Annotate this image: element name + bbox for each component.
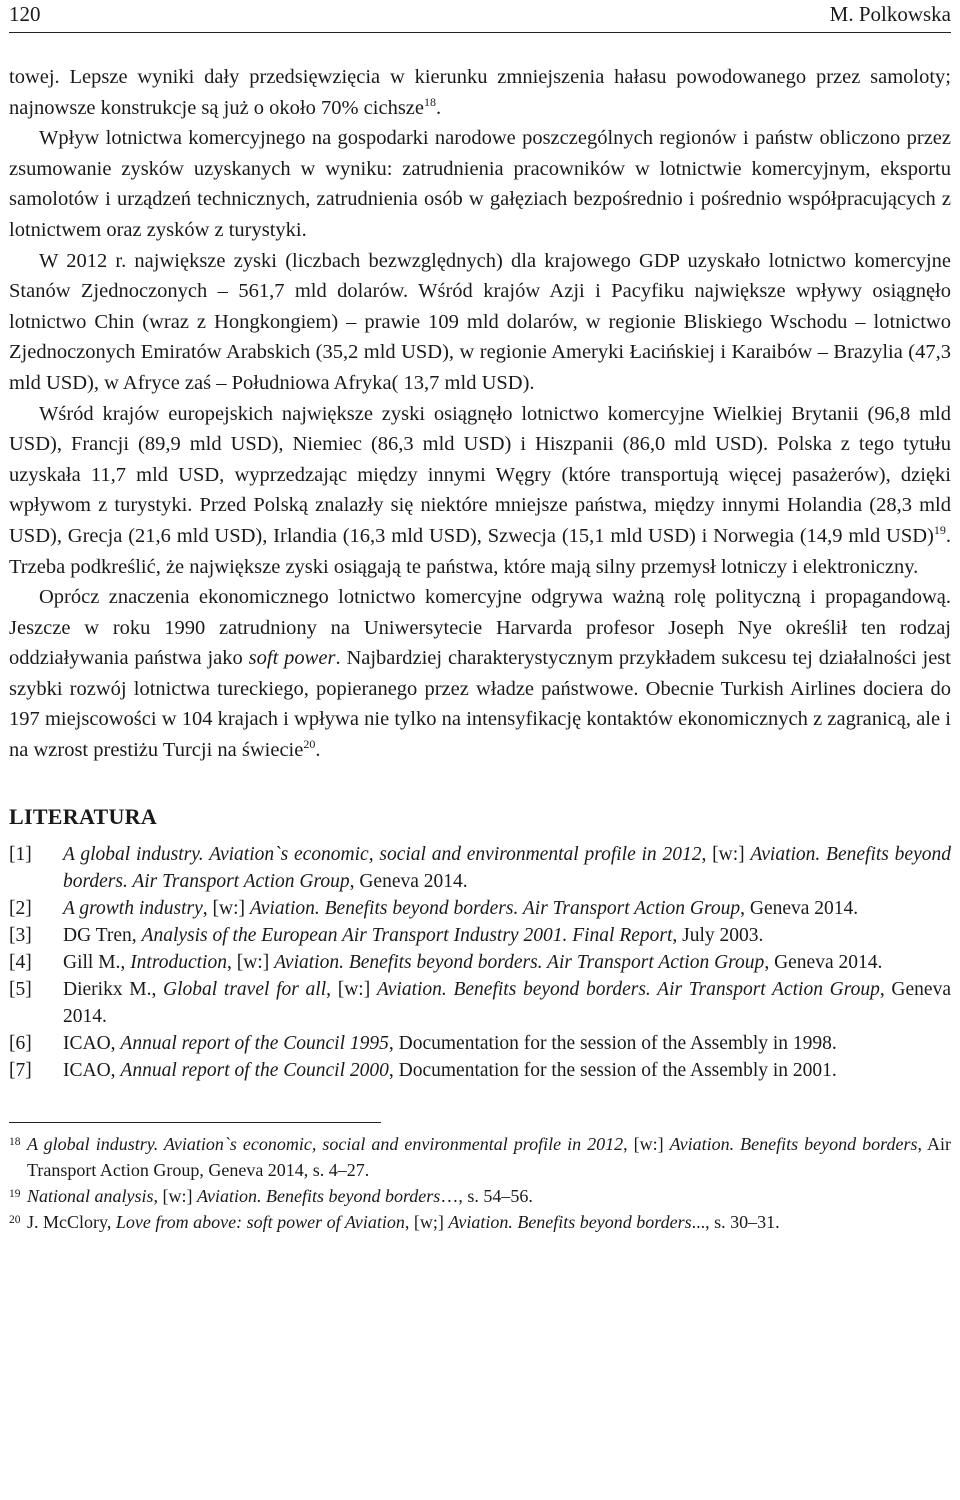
literature-heading: LITERATURA	[9, 803, 158, 829]
reference-title: A growth industry	[63, 897, 203, 919]
reference-number: [4]	[9, 951, 32, 973]
footnote-title: Love from above: soft power of Aviation	[115, 1211, 405, 1232]
reference-item: [5] Dierikx M., Global travel for all, [w:] Aviation. Benefits beyond borders. Air Transport Action Group, Geneva 2014.	[9, 976, 951, 1030]
reference-number: [1]	[9, 843, 32, 865]
paragraph-2: Wpływ lotnictwa komercyjnego na gospodarki narodowe poszczególnych regionów i państw obliczono przez zsumowanie zysków uzyskanych w wyniku: zatrudnienia pracowników w lotnictwie komercyjnym, eksportu samolotów i urządzeń technicznych, zatrudnienia osób w gałęziach bezpośrednio i pośrednio współpracujących z lotnictwem oraz zysków z turystyki.	[9, 127, 951, 241]
paragraph-1: towej. Lepsze wyniki dały przedsięwzięcia w kierunku zmniejszenia hałasu powodowanego przez samoloty; najnowsze konstrukcje są już o około 70% cichsze$^{18}$.	[9, 66, 951, 119]
reference-item: [2] A growth industry, [w:] Aviation. Benefits beyond borders. Air Transport Action Group, Geneva 2014.	[9, 895, 951, 922]
reference-title: Global travel for all	[163, 978, 327, 1000]
reference-number: [3]	[9, 924, 32, 946]
reference-item: [4] Gill M., Introduction, [w:] Aviation. Benefits beyond borders. Air Transport Action Group, Geneva 2014.	[9, 949, 951, 976]
document-page	[9, 0, 951, 1235]
soft-power-term: soft power	[248, 647, 336, 670]
reference-number: [6]	[9, 1032, 32, 1054]
footnote-list	[9, 1131, 951, 1235]
paragraph-5: Oprócz znaczenia ekonomicznego lotnictwo komercyjne odgrywa ważną rolę polityczną i propagandową. Jeszcze w roku 1990 zatrudniony na Uniwersytecie Harvarda profesor Joseph Nye określił ten rodzaj oddziaływania państwa jako soft power. Najbardziej charakterystycznym przykładem sukcesu tej działalności jest szybki rozwój lotnictwa tureckiego, popieranego przez władze państwowe. Obecnie Turkish Airlines dociera do 197 miejscowości w 104 krajach i wpływa nie tylko na intensyfikację kontaktów ekonomicznych z zagranicą, ale i na wzrost prestiżu Turcji na świecie$^{20}$.	[9, 586, 951, 762]
reference-item: [1] A global industry. Aviation`s economic, social and environmental profile in 2012, [w:] Aviation. Benefits beyond borders. Air Transport Action Group, Geneva 2014.	[9, 841, 951, 895]
footnote-title: National analysis	[27, 1185, 154, 1206]
reference-title: A global industry. Aviation`s economic, social and environmental profile in 2012	[63, 843, 702, 865]
body-text	[9, 62, 951, 766]
reference-title: Introduction	[130, 951, 227, 973]
footnote-item: 20 J. McClory, Love from above: soft power of Aviation, [w;] Aviation. Benefits beyond borders..., s. 30–31.	[9, 1209, 951, 1235]
footnote-ref-20: 20	[303, 737, 316, 752]
reference-list	[9, 841, 951, 1084]
page-number: 120	[9, 2, 41, 26]
reference-title: Annual report of the Council 1995	[120, 1032, 389, 1054]
reference-title: Analysis of the European Air Transport Industry 2001. Final Report	[141, 924, 673, 946]
footnote-title: A global industry. Aviation`s economic, social and environmental profile in 2012	[27, 1133, 624, 1154]
reference-item: [3] DG Tren, Analysis of the European Air Transport Industry 2001. Final Report, July 2003.	[9, 922, 951, 949]
reference-number: [7]	[9, 1059, 32, 1081]
footnote-ref-19: 19	[933, 522, 946, 537]
reference-title: Annual report of the Council 2000	[120, 1059, 389, 1081]
author-name: M. Polkowska	[829, 2, 951, 26]
running-header	[9, 0, 951, 33]
footnote-item: 19 National analysis, [w:] Aviation. Benefits beyond borders…, s. 54–56.	[9, 1183, 951, 1209]
paragraph-3: W 2012 r. największe zyski (liczbach bezwzględnych) dla krajowego GDP uzyskało lotnictwo komercyjne Stanów Zjednoczonych – 561,7 mld dolarów. Wśród krajów Azji i Pacyfiku największe wpływy osiągnęło lotnictwo Chin (wraz z Hongkongiem) – prawie 109 mld dolarów, w regionie Bliskiego Wschodu – lotnictwo Zjednoczonych Emiratów Arabskich (35,2 mld USD), w regionie Ameryki Łacińskiej i Karaibów – Brazylia (47,3 mld USD), w Afryce zaś – Południowa Afryka( 13,7 mld USD).	[9, 249, 951, 394]
reference-number: [2]	[9, 897, 32, 919]
footnote-separator	[9, 1122, 381, 1123]
reference-item: [6] ICAO, Annual report of the Council 1995, Documentation for the session of the Assembly in 1998.	[9, 1030, 951, 1057]
footnote-number: 19	[9, 1187, 21, 1200]
reference-item: [7] ICAO, Annual report of the Council 2000, Documentation for the session of the Assembly in 2001.	[9, 1057, 951, 1084]
reference-number: [5]	[9, 978, 32, 1000]
footnote-item: 18 A global industry. Aviation`s economic, social and environmental profile in 2012, [w:] Aviation. Benefits beyond borders, Air Transport Action Group, Geneva 2014, s. 4–27.	[9, 1131, 951, 1183]
footnote-number: 20	[9, 1213, 21, 1226]
footnote-ref-18: 18	[424, 94, 437, 109]
paragraph-4: Wśród krajów europejskich największe zyski osiągnęło lotnictwo komercyjne Wielkiej Brytanii (96,8 mld USD), Francji (89,9 mld USD), Niemiec (86,3 mld USD) i Hiszpanii (86,0 mld USD). Polska z tego tytułu uzyskała 11,7 mld USD, wyprzedzając między innymi Węgry (które transportują więcej pasażerów), dzięki wpływom z turystyki. Przed Polską znalazły się niektóre mniejsze państwa, między innymi Holandia (28,3 mld USD), Grecja (21,6 mld USD), Irlandia (16,3 mld USD), Szwecja (15,1 mld USD) i Norwegia (14,9 mld USD)$^{19}$. Trzeba podkreślić, że największe zyski osiągają te państwa, które mają silny przemysł lotniczy i elektroniczny.	[9, 402, 951, 578]
footnote-number: 18	[9, 1135, 21, 1148]
